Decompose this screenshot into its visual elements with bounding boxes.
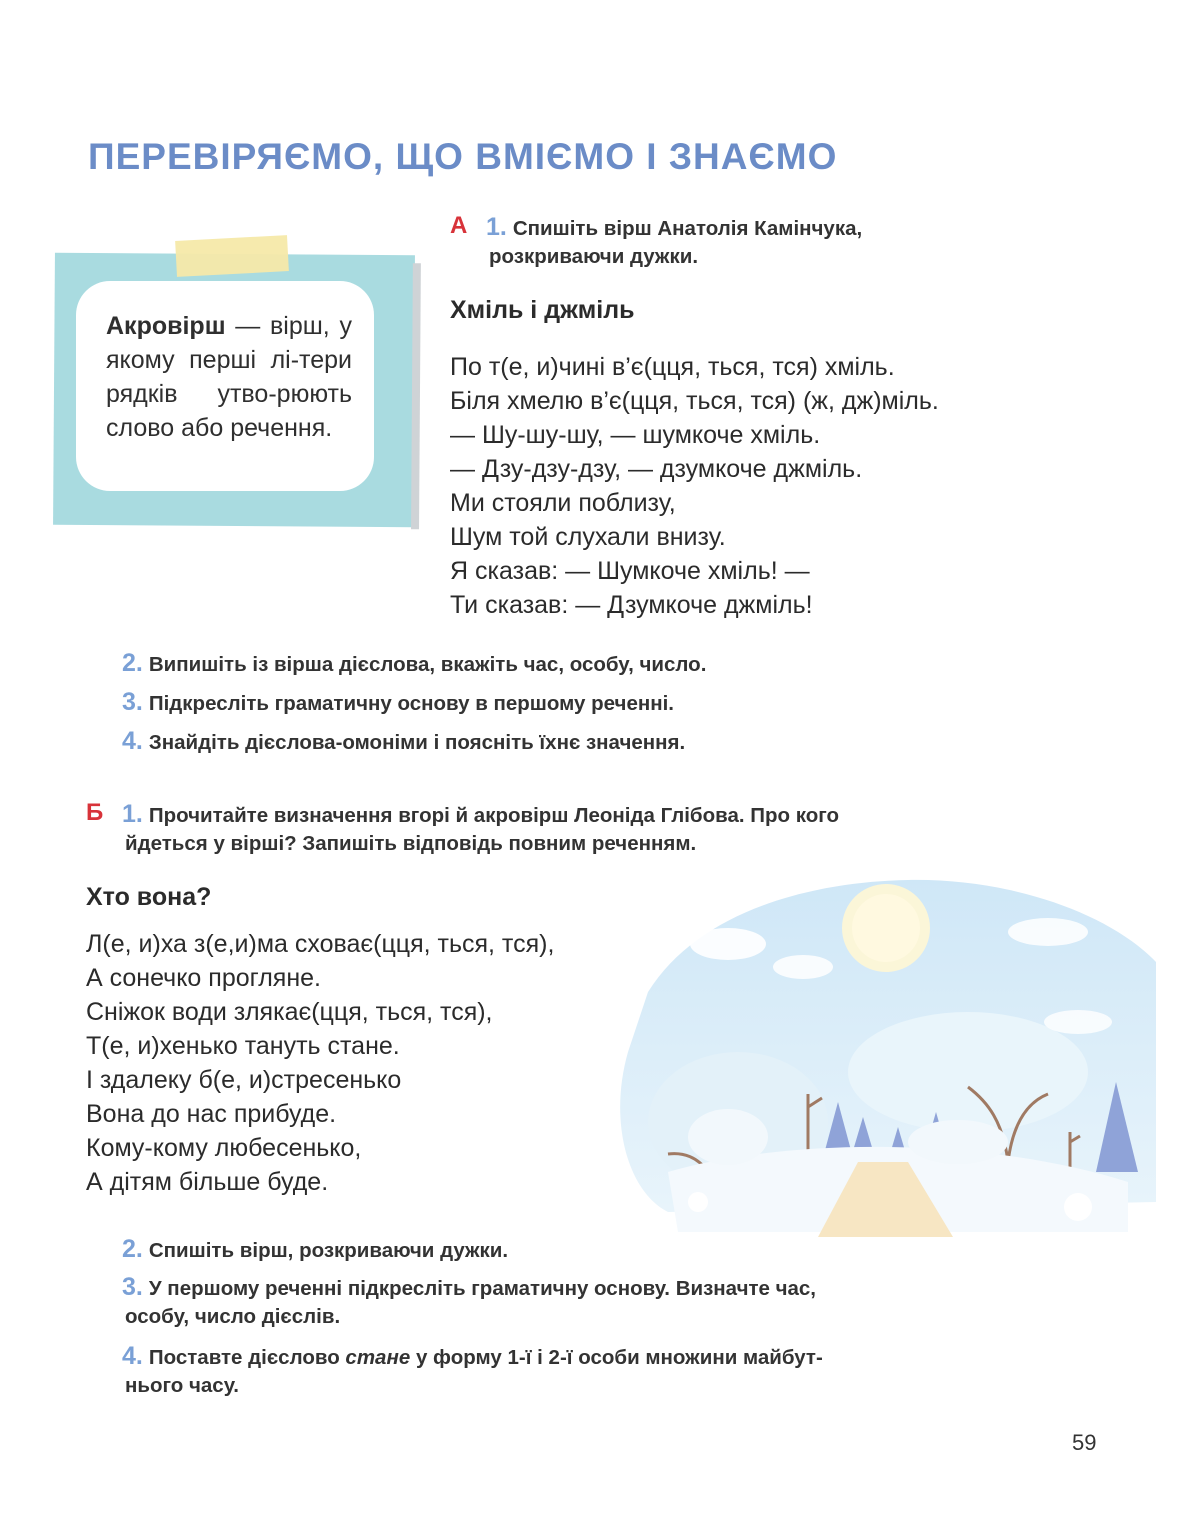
task-b3: 3. У першому реченні підкресліть граматичну основу. Визначте час, (122, 1273, 817, 1301)
poem-title-b: Хто вона? (86, 883, 212, 911)
winter-landscape-illustration (608, 872, 1156, 1237)
poem-line: — Шу-шу-шу, — шумкоче хміль. (450, 421, 821, 449)
poem-line: Ми стояли поблизу, (450, 489, 676, 517)
task-b2: 2. Спишіть вірш, розкриваючи дужки. (122, 1235, 509, 1263)
task-a1: 1. Спишіть вірш Анатолія Камінчука, (486, 213, 863, 241)
definition-text: — вірш, у якому перші лі-тери рядків утво-рюють слово або речення. (106, 312, 352, 442)
task-a3: 3. Підкресліть граматичну основу в першому реченні. (122, 688, 675, 716)
poem-line: По т(е, и)чині в’є(цця, ться, тся) хміль. (450, 353, 895, 381)
page-number: 59 (1072, 1430, 1097, 1455)
page-title: ПЕРЕВІРЯЄМО, ЩО ВМІЄМО І ЗНАЄМО (88, 136, 838, 177)
tape-decoration (175, 235, 289, 277)
poem-line: Я сказав: — Шумкоче хміль! — (450, 557, 810, 585)
poem-b (86, 927, 554, 1199)
definition-term: Акровірш (106, 312, 226, 340)
poem-line: А дітям більше буде. (86, 1168, 329, 1196)
definition-card (76, 281, 374, 491)
poem-line: Т(е, и)хенько тануть стане. (86, 1032, 400, 1060)
task-a1-line2: розкриваючи дужки. (489, 245, 699, 268)
poem-line: А сонечко прогляне. (86, 964, 321, 992)
poem-line: Сніжок води злякає(цця, ться, тся), (86, 998, 493, 1026)
task-b3-line2: особу, число дієслів. (125, 1305, 341, 1328)
section-a-letter: А (450, 212, 468, 239)
task-number: 1. (486, 213, 507, 241)
emphasized-word: стане (345, 1346, 411, 1369)
task-b1-line2: йдеться у вірші? Запишіть відповідь повним реченням. (125, 832, 697, 855)
poem-line: Шум той слухали внизу. (450, 523, 726, 551)
poem-line: І здалеку б(е, и)стресенько (86, 1066, 402, 1094)
task-b4-line2: нього часу. (125, 1374, 239, 1397)
task-b1: 1. Прочитайте визначення вгорі й акровірш Леоніда Глібова. Про кого (122, 800, 840, 828)
poem-title-a: Хміль і джміль (450, 296, 635, 324)
poem-line: Ти сказав: — Дзумкоче джміль! (450, 591, 813, 619)
poem-line: Л(е, и)ха з(е,и)ма сховає(цця, ться, тся), (86, 930, 555, 958)
poem-line: Кому-кому любесенько, (86, 1134, 362, 1162)
poem-line: Біля хмелю в’є(цця, ться, тся) (ж, дж)міль. (450, 387, 939, 415)
section-b-letter: Б (86, 799, 104, 826)
task-a4: 4. Знайдіть дієслова-омоніми і поясніть їхнє значення. (122, 727, 686, 755)
task-a2: 2. Випишіть із вірша дієслова, вкажіть час, особу, число. (122, 649, 707, 677)
poem-line: Вона до нас прибуде. (86, 1100, 337, 1128)
poem-a (450, 350, 939, 622)
task-b4: 4. Поставте дієслово стане у форму 1-ї і 2-ї особи множини майбут- (122, 1342, 823, 1370)
poem-line: — Дзу-дзу-дзу, — дзумкоче джміль. (450, 455, 863, 483)
